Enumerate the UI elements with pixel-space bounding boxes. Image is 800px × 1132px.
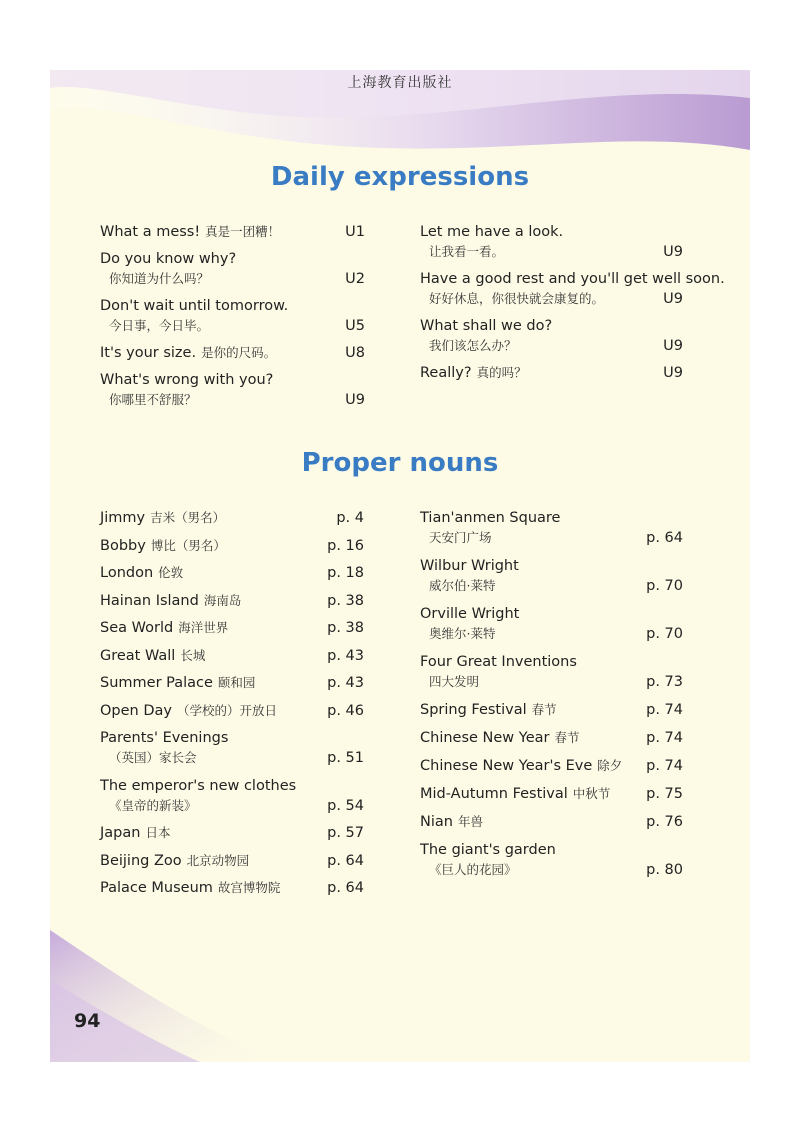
entry-chinese: 四大发明 — [429, 674, 480, 689]
entry-chinese: 北京动物园 — [186, 852, 250, 868]
entry-row — [100, 672, 364, 692]
entry-reference: p. 70 — [646, 578, 683, 594]
entry-row — [420, 221, 683, 261]
entry-chinese: 真是一团糟！ — [205, 224, 281, 239]
entry-chinese: 是你的尺码。 — [201, 345, 277, 360]
entry-reference: p. 74 — [646, 730, 683, 746]
entry-english: What shall we do? — [420, 318, 553, 334]
entry-chinese: （学校的）开放日 — [176, 702, 277, 718]
entry-english: Summer Palace — [100, 675, 213, 691]
entry-row — [100, 850, 364, 870]
entry-chinese: 伦敦 — [158, 565, 184, 580]
entry-row — [420, 699, 683, 719]
entry-row — [100, 590, 364, 610]
entry-row — [100, 562, 364, 582]
entry-english: Japan — [100, 825, 141, 841]
entry-english: Parents' Evenings — [100, 730, 229, 746]
entry-reference: p. 76 — [646, 814, 683, 830]
entry-english: Tian'anmen Square — [420, 510, 561, 526]
entry-chinese: 日本 — [145, 825, 171, 840]
entry-row — [100, 645, 364, 665]
entry-english: Beijing Zoo — [100, 852, 182, 869]
entry-chinese: 春节 — [554, 730, 580, 745]
entry-chinese: 海南岛 — [203, 592, 242, 608]
entry-reference: p. 46 — [327, 702, 364, 719]
proper-nouns-right-column — [420, 507, 683, 887]
entry-reference: p. 38 — [327, 592, 364, 609]
entry-reference: p. 73 — [646, 674, 683, 690]
entry-row — [100, 535, 364, 555]
entry-row — [100, 369, 365, 409]
entry-english: Bobby — [100, 537, 146, 554]
entry-chinese: 年兽 — [457, 814, 483, 829]
entry-english: The giant's garden — [420, 842, 556, 858]
entry-english: Nian — [420, 814, 453, 830]
publisher-name: 上海教育出版社 — [347, 75, 453, 91]
entry-row — [420, 268, 725, 308]
entry-reference: p. 64 — [646, 530, 683, 546]
entry-chinese: 《巨人的花园》 — [429, 862, 517, 877]
entry-chinese: 好好休息，你很快就会康复的。 — [429, 291, 605, 306]
entry-reference: p. 80 — [646, 862, 683, 878]
entry-chinese: 海洋世界 — [178, 620, 229, 635]
entry-english: Four Great Inventions — [420, 654, 577, 670]
entry-reference: U2 — [345, 271, 365, 287]
entry-english: Wilbur Wright — [420, 558, 519, 574]
entry-english: Sea World — [100, 620, 174, 636]
entry-chinese: 你哪里不舒服？ — [109, 392, 197, 407]
entry-reference: p. 54 — [327, 797, 364, 814]
entry-english: Orville Wright — [420, 606, 520, 622]
entry-reference: p. 57 — [327, 825, 364, 841]
entry-english: Great Wall — [100, 647, 176, 664]
entry-row — [420, 811, 683, 831]
entry-chinese: 中秋节 — [572, 786, 611, 801]
entry-reference: p. 43 — [327, 675, 364, 691]
entry-chinese: 今日事，今日毕。 — [109, 318, 210, 333]
entry-chinese: 《皇帝的新装》 — [109, 797, 197, 813]
entry-chinese: 长城 — [180, 647, 206, 663]
entry-chinese: 天安门广场 — [429, 530, 492, 545]
entry-row — [100, 507, 364, 527]
entry-english: Let me have a look. — [420, 224, 564, 240]
entry-english: The emperor's new clothes — [100, 777, 297, 794]
entry-chinese: 春节 — [531, 702, 557, 717]
entry-reference: U9 — [663, 291, 683, 307]
entry-reference: p. 18 — [327, 565, 364, 581]
entry-chinese: 除夕 — [597, 758, 623, 773]
daily-expressions-left-column — [100, 221, 365, 416]
daily-expressions-title: Daily expressions — [270, 162, 530, 192]
page-number: 94 — [74, 1010, 101, 1032]
entry-row — [420, 507, 683, 547]
entry-row — [100, 700, 364, 720]
entry-english: Really? — [420, 365, 472, 381]
entry-reference: p. 38 — [327, 620, 364, 636]
entry-english: Chinese New Year — [420, 730, 550, 746]
entry-reference: p. 70 — [646, 626, 683, 642]
entry-reference: p. 51 — [327, 750, 364, 766]
entry-reference: U9 — [663, 365, 683, 381]
entry-reference: U8 — [345, 345, 365, 361]
entry-row — [100, 295, 365, 335]
entry-row — [420, 555, 683, 595]
entry-chinese: 让我看一看。 — [429, 244, 505, 259]
entry-row — [420, 603, 683, 643]
entry-row — [100, 822, 364, 842]
entry-chinese: （英国）家长会 — [109, 750, 197, 765]
entry-english: Hainan Island — [100, 592, 199, 609]
entry-chinese: 博比（男名） — [150, 537, 226, 553]
entry-reference: U1 — [345, 224, 365, 240]
entry-english: What a mess! — [100, 224, 201, 240]
entry-english: Don't wait until tomorrow. — [100, 298, 289, 314]
entry-english: Spring Festival — [420, 702, 527, 718]
entry-reference: U9 — [663, 338, 683, 354]
entry-row — [100, 248, 365, 288]
entry-chinese: 颐和园 — [217, 675, 256, 690]
entry-english: Chinese New Year's Eve — [420, 758, 593, 774]
entry-row — [420, 315, 683, 355]
daily-expressions-right-column — [420, 221, 725, 389]
entry-english: Mid-Autumn Festival — [420, 786, 568, 802]
entry-english: Open Day — [100, 702, 172, 719]
entry-row — [100, 877, 364, 897]
entry-row — [420, 783, 683, 803]
entry-english: Palace Museum — [100, 880, 213, 896]
entry-chinese: 我们该怎么办？ — [429, 338, 517, 353]
entry-chinese: 真的吗？ — [476, 365, 527, 380]
entry-row — [420, 839, 683, 879]
proper-nouns-title: Proper nouns — [301, 448, 499, 478]
proper-nouns-left-column — [100, 507, 364, 905]
entry-english: It's your size. — [100, 345, 197, 361]
entry-reference: p. 75 — [646, 786, 683, 802]
entry-reference: p. 64 — [327, 852, 364, 869]
entry-reference: p. 74 — [646, 758, 683, 774]
entry-chinese: 威尔伯·莱特 — [429, 578, 496, 593]
entry-row — [100, 221, 365, 241]
entry-chinese: 故宫博物院 — [217, 880, 281, 895]
entry-row — [420, 727, 683, 747]
entry-row — [100, 617, 364, 637]
entry-english: London — [100, 565, 154, 581]
entry-reference: p. 4 — [336, 510, 364, 526]
entry-chinese: 你知道为什么吗？ — [109, 271, 210, 286]
entry-chinese: 吉米（男名） — [150, 510, 226, 525]
entry-reference: p. 74 — [646, 702, 683, 718]
entry-row — [420, 651, 683, 691]
entry-row — [100, 342, 365, 362]
entry-english: Jimmy — [100, 510, 146, 526]
entry-english: What's wrong with you? — [100, 372, 274, 388]
entry-english: Have a good rest and you'll get well soon. — [420, 271, 725, 287]
entry-row — [420, 755, 683, 775]
entry-reference: U9 — [345, 392, 365, 408]
textbook-page — [50, 70, 750, 1062]
entry-reference: U9 — [663, 244, 683, 260]
entry-english: Do you know why? — [100, 251, 237, 267]
entry-row — [420, 362, 683, 382]
entry-reference: U5 — [345, 318, 365, 334]
entry-chinese: 奥维尔·莱特 — [429, 626, 496, 641]
entry-row — [100, 727, 364, 767]
entry-reference: p. 16 — [327, 537, 364, 554]
entry-row — [100, 775, 364, 815]
entry-reference: p. 43 — [327, 647, 364, 664]
entry-reference: p. 64 — [327, 880, 364, 896]
